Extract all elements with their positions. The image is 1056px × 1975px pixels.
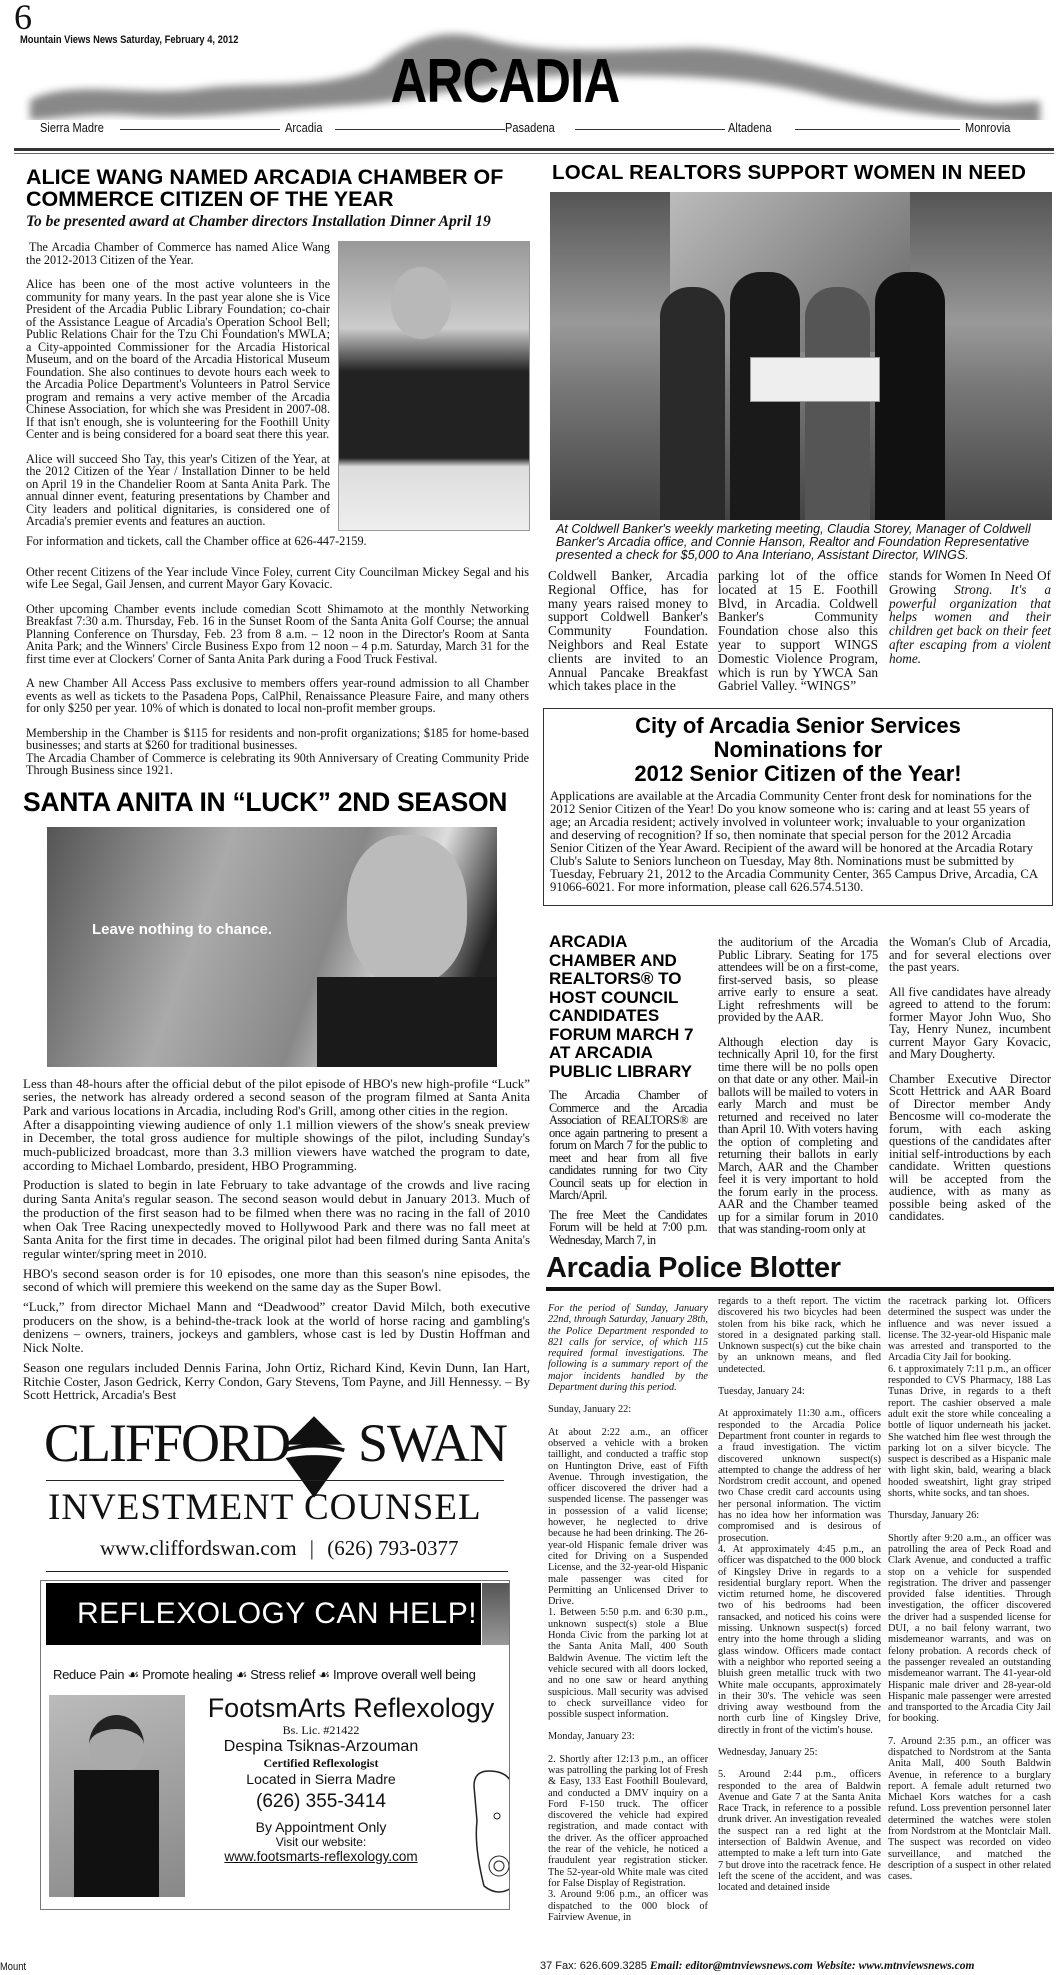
forum-column-3	[889, 936, 1051, 1223]
alice-paragraph: Membership in the Chamber is $115 for residents and non-profit organizations; $185 for home-based businesses; and starts at $260 for traditional businesses.	[26, 725, 529, 752]
clifford-swan-subtitle: INVESTMENT COUNSEL	[48, 1486, 482, 1528]
realtors-headline: LOCAL REALTORS SUPPORT WOMEN IN NEED	[552, 161, 1027, 184]
reflexology-website-link[interactable]: www.footsmarts-reflexology.com	[224, 1848, 418, 1864]
city-line	[20, 118, 1050, 138]
reflexology-benefits	[53, 1667, 476, 1683]
blotter-column-3	[888, 1296, 1051, 1883]
senior-title	[544, 714, 1052, 786]
reflexologist-photo	[49, 1695, 185, 1897]
luck-paragraph: Less than 48-hours after the official debut of the pilot episode of HBO's new high-profile “Luck” series, the network has already ordered a second season of the program filmed at Santa Anita Park and various locations in Arcadia, including Rod's Grill, among other cities in the region.	[23, 1075, 530, 1118]
alice-paragraph: Other upcoming Chamber events include comedian Scott Shimamoto at the monthly Networking Breakfast 7:30 a.m. Thursday, Feb. 16 in the Sunset Room of the Santa Anita Golf Course; the annual Planning Conference on Thursday, Feb. 23 from 8 a.m. – 12 noon in the Director's Room at Santa Anita Park; and the Winners' Circle Business Expo from 12 noon – 4 p.m. Saturday, March 31 for the first time ever at Clockers' Corner of Santa Anita Park during a Food Truck Festival.	[26, 601, 529, 666]
reflexology-ad[interactable]	[40, 1580, 510, 1910]
forum-column-2	[718, 936, 878, 1236]
reflexology-phone: (626) 355-3414	[256, 1790, 386, 1812]
footer-contact	[540, 1960, 1056, 1972]
reflexology-banner: REFLEXOLOGY CAN HELP!	[77, 1596, 478, 1630]
alice-paragraph: The Arcadia Chamber of Commerce is celebrating its 90th Anniversary of Creating Community Pride Through Business since 1921.	[26, 750, 529, 777]
separator: |	[309, 1535, 315, 1560]
alice-paragraph: Alice will succeed Sho Tay, this year's Citizen of the Year, at the 2012 Citizen of the Year / Installation Dinner to be held on April 19 in the Chandelier Room at Santa Anita Park. The annual dinner event, featuring presentations by Chamber and City leaders and political dignitaries, is considered one of Arcadia's premier events and features an auction.	[26, 451, 330, 528]
blotter-headline: Arcadia Police Blotter	[546, 1252, 841, 1284]
forum-column-1	[549, 1089, 707, 1246]
blotter-column-2	[718, 1296, 881, 1894]
reflexology-visit: Visit our website:	[275, 1834, 367, 1849]
footer-website[interactable]: Website: www.mtnviewsnews.com	[815, 1960, 975, 1972]
benefit: Improve overall well being	[333, 1666, 476, 1682]
benefit: Promote healing	[142, 1666, 233, 1682]
blotter-incident: 3. Around 9:06 p.m., an officer was dispatched to the 000 block of Fairview Avenue, in	[548, 1889, 708, 1923]
blotter-incident: Shortly after 9:20 a.m., an officer was patrolling the area of Peck Road and Clark Avenue, and conducted a traffic stop on a vehicle for suspended registration. The driver and passenger provided false identities. Through investigation, the officer discovered the driver had a suspended license for DUI, a no bail felony warrant, two misdemeanor warrants, and was on felony probation. A records check of the passenger revealed an outstanding misdemeanor warrant. The 41-year-old Hispanic male driver and 28-year-old Hispanic male passenger were arrested and transported to the Arcadia City Jail for booking.	[888, 1532, 1051, 1725]
luck-body	[23, 1077, 530, 1402]
alice-paragraph: Other recent Citizens of the Year include Vince Foley, current City Councilman Mickey Segal and his wife Lee Segal, Gail Jensen, and current Mayor Gary Kovacic.	[26, 564, 529, 591]
left-column	[23, 166, 530, 1910]
footer-left: Mount	[0, 1961, 26, 1973]
forum-paragraph: Although election day is technically April 10, for the first time there will be no polls open on that date or any other. Mail-in ballots will be mailed to voters in early March and must be returned and received no later than April 10. With voters having the option of completing and returning their ballots in early March, AAR and the Chamber feel it is very important to hold the forum early in the process. AAR and the Chamber teamed up for a similar forum in 2010 that was standing-room only at	[718, 1034, 878, 1236]
reflexology-license: Bs. Lic. #21422	[282, 1722, 360, 1737]
alice-paragraph: The Arcadia Chamber of Commerce has named Alice Wang the 2012-2013 Citizen of the Year.	[26, 240, 330, 267]
realtors-column	[889, 569, 1051, 666]
blotter-incident: 2. Shortly after 12:13 p.m., an officer was patrolling the parking lot of Fresh & Easy, 133 East Foothill Boulevard, and conducted a DMV inquiry on a Ford F-150 truck. The officer discovered the vehicle had expired registration, and made contact with the driver. As the officer approached the rear of the vehicle, he noticed a fraudulent year registration sticker. The 52-year-old White male was cited for False Display of Registration.	[548, 1753, 708, 1889]
clifford-swan-phone: (626) 793-0377	[327, 1535, 459, 1560]
footer-fax: 37 Fax: 626.609.3285	[540, 1960, 648, 1972]
blotter-incident: 1. Between 5:50 p.m. and 6:30 p.m., unknown suspect(s) stole a Blue Honda Civic from the parking lot at the Santa Anita Mall, 400 South Baldwin Avenue. The victim left the vehicle secured with all doors locked, and no one saw or heard anything suspicious. Mall security was advised to check surveillance video for possible suspect information.	[548, 1607, 708, 1721]
clifford-swan-ad[interactable]	[40, 1408, 520, 1574]
reflexology-title: Certified Reflexologist	[263, 1755, 379, 1770]
forum-paragraph: the Woman's Club of Arcadia, and for several elections over the past years.	[889, 935, 1051, 974]
section-title: ARCADIA	[390, 47, 620, 116]
luck-ad-image	[47, 827, 497, 1067]
footer-email[interactable]: Email: editor@mtnviewsnews.com	[649, 1960, 813, 1972]
clifford-swan-name-left: CLIFFORD	[44, 1412, 290, 1473]
alice-subhead: To be presented award at Chamber directors Installation Dinner April 19	[26, 213, 491, 230]
blotter-date: Thursday, January 26:	[888, 1510, 980, 1522]
alice-paragraph: Alice has been one of the most active volunteers in the community for many years. In the past year alone she is Vice President of the Arcadia Public Library Foundation; co-chair of the Assistance League of Arcadia's Operation School Bell; Public Relations Chair for the Tzu Chi Foundation's MWLA; a City-appointed Commissioner for the Arcadia Historical Museum, and on the board of the Arcadia Historical Museum Foundation. She also continues to devote hours each week to the Arcadia Police Department's Volunteers in Patrol Service program and remains a very active member of the Arcadia Chinese Association, for which she was President in 2007-08. If that isn't enough, she is volunteering for the Foothill Unity Center and is being considered for a board seat there this year.	[26, 277, 330, 441]
benefit: Stress relief	[250, 1666, 316, 1682]
bullet-icon: ☙	[235, 1666, 247, 1682]
blotter-date: Tuesday, January 24:	[718, 1386, 805, 1398]
blotter-intro: For the period of Sunday, January 22nd, through Saturday, January 28th, the Police Department responded to 821 calls for service, of which 115 required formal investigations. The following is a summary report of the major incidents handled by the Department during this period.	[548, 1303, 708, 1394]
city-arcadia: Arcadia	[285, 120, 323, 135]
alice-headline: ALICE WANG NAMED ARCADIA CHAMBER OF COMMERCE CITIZEN OF THE YEAR	[26, 165, 504, 211]
benefit: Reduce Pain	[53, 1666, 125, 1682]
forum-paragraph: The free Meet the Candidates Forum will be held at 7:00 p.m. Wednesday, March 7, in	[549, 1207, 707, 1247]
reflexology-owner: Despina Tsiknas-Arzouman	[223, 1737, 419, 1755]
bullet-icon: ☙	[127, 1666, 139, 1682]
realtors-column: Coldwell Banker, Arcadia Regional Office, has for many years raised money to support Coldwell Banker's Community Foundation. Neighbors and Real Estate clients are invited to an Annual Pancake Breakfast which takes place in the	[548, 568, 708, 694]
forum-paragraph: Chamber Executive Director Scott Hettrick and AAR Board of Director member Andy Bencosme will co-moderate the forum, with each asking questions of the candidates after initial self-introductions by each candidate. Written questions will be accepted from the audience, with as many as possible being asked of the candidates.	[889, 1071, 1051, 1223]
senior-title-line: City of Arcadia Senior Services	[635, 713, 961, 738]
forum-paragraph: All five candidates have already agreed to attend to the forum: former Mayor John Wuo, Sho Tay, Henry Nunez, incumbent current Mayor Gary Kovacic, and Mary Dougherty.	[889, 984, 1051, 1061]
alice-body	[26, 241, 530, 548]
realtors-column: parking lot of the office located at 15 E. Foothill Blvd, in Arcadia. Coldwell Banker's Community Foundation chose also this year to support WINGS Domestic Violence Program, which is run by YWCA San Gabriel Valley. “WINGS”	[718, 568, 878, 694]
senior-title-line: Nominations for	[713, 737, 883, 762]
blotter-date: Sunday, January 22:	[548, 1404, 632, 1416]
blotter-incident: 5. Around 2:44 p.m., officers responded to the area of Baldwin Avenue and Gate 7 at the Santa Anita Race Track, in reference to a possible drunk driver. An investigation revealed the suspect ran a red light at the intersection of Baldwin Avenue, and attempted to make a left turn into Gate 7 but drove into the racetrack fence. He left the scene of the accident, and was located and detained inside	[718, 1769, 881, 1894]
blotter-date: Monday, January 23:	[548, 1731, 635, 1743]
alice-wang-photo	[338, 241, 530, 531]
alice-contact: For information and tickets, call the Chamber office at 626-447-2159.	[26, 534, 367, 548]
forum-paragraph: The Arcadia Chamber of Commerce and the Arcadia Association of REALTORS® are once again partnering to present a forum on March 7 for the public to meet and hear from all five candidates running for two City Council seats up for election in March/April.	[549, 1088, 707, 1202]
blotter-incident: regards to a theft report. The victim discovered his two bicycles had been stolen from his bike rack, which he stored in a designated parking stall. Unknown suspect(s) cut the bike chain by an unknown means, and fled undetected.	[718, 1296, 881, 1375]
city-pasadena: Pasadena	[505, 120, 555, 135]
blotter-incident: At approximately 11:30 a.m., officers responded to the Arcadia Police Department front counter in regards to a fraud investigation. The victim discovered unknown suspect(s) attempted to change the address of her Nordstrom credit account, and opened two Chase credit card accounts using her personal information. The victim has no idea how her information was compromised and is desirous of prosecution.	[718, 1408, 881, 1544]
header-rule	[14, 148, 1054, 151]
reflexology-location: Located in Sierra Madre	[246, 1770, 396, 1787]
blotter-column-1	[548, 1303, 708, 1923]
header-rule-thin	[14, 153, 1054, 154]
luck-headline: SANTA ANITA IN “LUCK” 2ND SEASON	[23, 786, 508, 817]
realtors-check-photo	[550, 192, 1052, 520]
clifford-swan-name-right: SWAN	[358, 1412, 508, 1473]
luck-ad-tagline: Leave nothing to chance.	[92, 920, 273, 938]
luck-paragraph: After a disappointing viewing audience of only 1.1 million viewers of the show's sneak preview in December, the total gross audience for multiple showings of the pilot, including Sunday's much-publicized broadcast, more than 3.3 million viewers have watched the program to date, according to Michael Lombardo, president, HBO Programming.	[23, 1116, 530, 1173]
senior-nominations-box	[543, 708, 1053, 906]
blotter-incident: 7. Around 2:35 p.m., an officer was dispatched to Nordstrom at the Santa Anita Mall, 400 South Baldwin Avenue, in reference to a burglary report. A female adult returned two Michael Kors watches for a cash refund. Loss prevention personnel later determined the watches were stolen from Nordstrom at the Montclair Mall. The suspect was recorded on video surveillance, and matched the description of a suspect in other related cases.	[888, 1735, 1051, 1883]
blotter-incident: At about 2:22 a.m., an officer observed a vehicle with a broken taillight, and conducted a traffic stop on Huntington Drive, east of Fifth Avenue. Through investigation, the officer discovered the driver had a suspended license. The passenger was in possession of a valid license; however, he neglected to drive because he had been drinking. The 26-year-old Hispanic female driver was cited for Driving on a Suspended License, and the 32-year-old Hispanic male passenger was cited for Permitting an Unlicensed Driver to Drive.	[548, 1426, 708, 1608]
city-altadena: Altadena	[728, 120, 772, 135]
luck-paragraph: Season one regulars included Dennis Farina, John Ortiz, Richard Kind, Kevin Dunn, Ian Hart, Ritchie Coster, Jason Gedrick, Kerry Condon, Gary Stevens, Tom Payne, and Jill Hennessy. – By Scott Hettrick, Arcadia's Best	[23, 1359, 530, 1403]
luck-paragraph: “Luck,” from director Michael Mann and “Deadwood” creator David Milch, both executive producers on the show, is a behind-the-track look at the world of horse racing and gambling's denizens – owners, trainers, jockeys and gamblers, whose cast is led by Dustin Hoffman and Nick Nolte.	[23, 1299, 530, 1356]
blotter-incident: the racetrack parking lot. Officers determined the suspect was under the influence and was never issued a license. The 32-year-old Hispanic male was arrested and transported to the Arcadia City Jail for booking.	[888, 1296, 1051, 1364]
masthead-dateline: Mountain Views News Saturday, February 4, 2012	[20, 34, 239, 46]
blotter-rule	[546, 1287, 1054, 1291]
senior-body: Applications are available at the Arcadia Community Center front desk for nominations for the 2012 Senior Citizen of the Year! Do you know someone who is: caring and at least 55 years of age; an Arcadia resident; actively involved in volunteer work; invaluable to your organization and deserving of recognition? If so, then nominate that special person for the 2012 Arcadia Senior Citizen of the Year Award. Recipient of the award will be honored at the Arcadia Rotary Club's Salute to Seniors luncheon on Tuesday, May 8th. Nominations must be submitted by Tuesday, February 21, 2012 to the Arcadia Community Center, 365 Campus Drive, Arcadia, CA 91066-6021. For more information, please call 626.574.5130.	[550, 789, 1038, 894]
blotter-date: Wednesday, January 25:	[718, 1746, 818, 1758]
luck-paragraph: HBO's second season order is for 10 episodes, one more than this season's nine episodes, the second of which will premiere this weekend on the same day as the Super Bowl.	[23, 1265, 530, 1295]
luck-paragraph: Production is slated to begin in late February to take advantage of the crowds and live racing during Santa Anita's regular season. The second season would debut in January 2013. Much of the production of the first season had to be filmed when there was no racing in the fall of 2010 when Oak Tree Racing unexpectedly moved to Hollywood Park and there was no fall meet at Santa Anita for the first time in decades. The original pilot had been filmed during Santa Anita's regular winter/spring meet in 2010.	[23, 1177, 530, 1261]
alice-body-wide	[26, 566, 529, 777]
bullet-icon: ☙	[318, 1666, 330, 1682]
senior-title-line: 2012 Senior Citizen of the Year!	[634, 761, 962, 786]
reflexology-business-name: FootsmArts Reflexology	[207, 1692, 495, 1723]
page-number: 6	[14, 0, 32, 37]
city-monrovia: Monrovia	[965, 120, 1011, 135]
city-sierra-madre: Sierra Madre	[40, 120, 104, 135]
blotter-incident: 6. t approximately 7:11 p.m., an officer responded to CVS Pharmacy, 188 Las Tunas Drive, in regards to a theft report. The cashier observed a male adult exit the store while concealing a bottle of liquor underneath his jacket. She watched him flee west through the parking lot on a silver bicycle. The suspect is described as a Hispanic male with light skin, bald, wearing a black hooded sweatshirt, light gray striped shorts, white socks, and tan shoes.	[888, 1363, 1051, 1500]
realtors-photo-caption: At Coldwell Banker's weekly marketing meeting, Claudia Storey, Manager of Coldwell Banker's Arcadia office, and Connie Hanson, Realtor and Foundation Representative presented a check for $5,000 to Ana Interiano, Assistant Director, WINGS.	[556, 522, 1031, 562]
forum-headline: ARCADIA CHAMBER AND REALTORS® TO HOST COUNCIL CANDIDATES FORUM MARCH 7 AT ARCADIA PUBLIC LIBRARY	[549, 932, 694, 1081]
foot-icon	[469, 1766, 510, 1901]
reflexology-appointment: By Appointment Only	[255, 1818, 387, 1835]
realtors-text-italic: Strong. It's a powerful organization that helps women and their children get back on their feet after escaping from a violent home.	[889, 581, 1051, 666]
blotter-incident: 4. At approximately 4:45 p.m., an officer was dispatched to the 000 block of Kingsley Drive in regards to a residential burglary report. When the victim returned home, he discovered two of his bedrooms had been ransacked, and noticed his coins were missing. Unknown suspect(s) forced entry into the home through a sliding glass window. Officers made contact with a neighbor who reported seeing a bluish green metallic truck with two White male occupants, approximately in their 30's. The vehicle was seen driving away westbound from the north curb line of Kingsley Drive, directly in front of the victim's house.	[718, 1543, 881, 1736]
realtors-text: stands for Women In Need Of Growing	[889, 568, 1051, 597]
clifford-swan-website[interactable]: www.cliffordswan.com	[100, 1535, 297, 1560]
forum-paragraph: the auditorium of the Arcadia Public Library. Seating for 175 attendees will be on a first-come, first-served basis, so please arrive early to ensure a seat. Light refreshments will be provided by the AAR.	[718, 935, 878, 1024]
alice-paragraph: A new Chamber All Access Pass exclusive to members offers year-round admission to all Chamber events as well as tickets to the Pasadena Pops, CalPhil, Renaissance Pleasure Faire, and many others for only $250 per year. 10% of which is donated to local non-profit member groups.	[26, 676, 529, 715]
